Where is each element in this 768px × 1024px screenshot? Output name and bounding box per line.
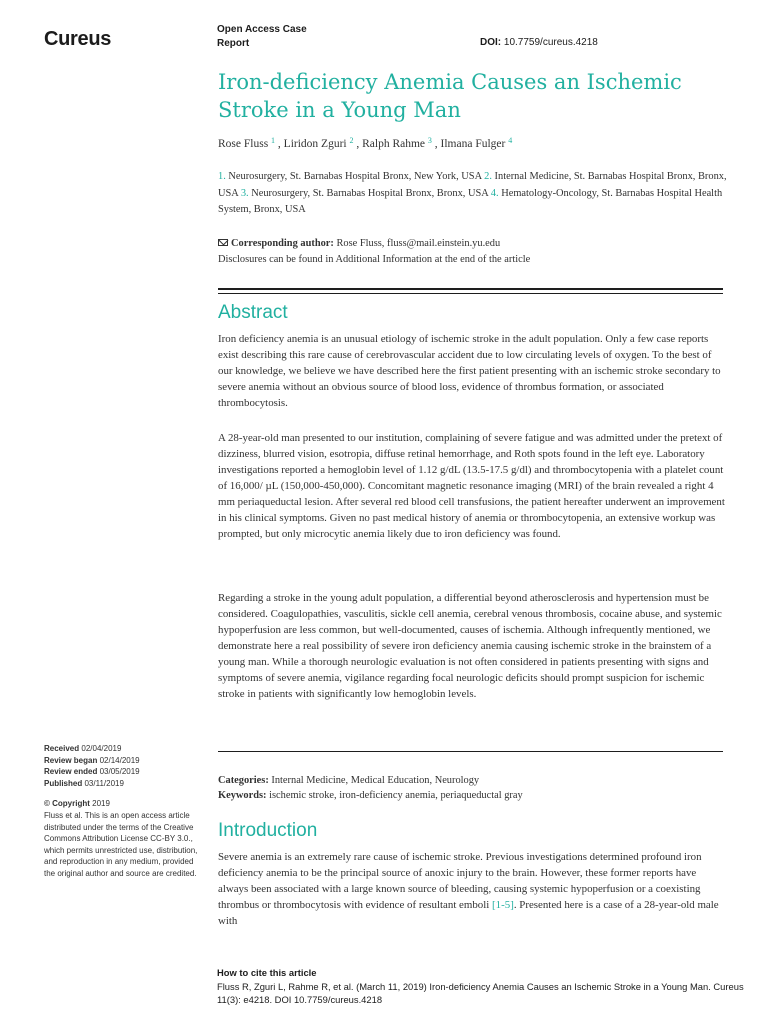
abstract-paragraph-3: Regarding a stroke in the young adult population, a differential beyond atherosclerosis and hypertension must be considered. Coagulopathies, vasculitis, sickle cell anemia, cerebral venous thrombosis, cocaine abuse, and systemic hypoperfusion are less common, but well-documented, causes of ischemia. Although infrequently mentioned, we demonstrate here a real possibility of severe iron deficiency anemia causing ischemic stroke in the brainstem of a young man. While a thorough neurologic evaluation is not often considered in patients presenting with signs and symptoms of severe anemia, vigilance regarding focal neurologic deficits should prompt suspicion for ischemic stroke in patients with significantly low hemoglobin levels. [218, 592, 722, 700]
keywords-value: ischemic stroke, iron-deficiency anemia, periaqueductal gray [269, 790, 523, 801]
affiliation-text: Neurosurgery, St. Barnabas Hospital Bronx, Bronx, USA [251, 187, 489, 199]
doi[interactable] [480, 37, 598, 48]
article-title: Iron-deficiency Anemia Causes an Ischemic Stroke in a Young Man [218, 70, 682, 122]
published-value: 03/11/2019 [84, 778, 124, 788]
author-affiliation-ref[interactable]: 3 [427, 136, 432, 145]
corresponding-author-block [218, 236, 728, 268]
author-affiliation-ref[interactable]: 1 [271, 136, 276, 145]
affiliation-number: 3. [240, 187, 249, 199]
review-began-value: 02/14/2019 [99, 755, 140, 765]
author-name[interactable]: Ralph Rahme [362, 138, 426, 150]
author-name[interactable]: Rose Fluss [218, 138, 269, 150]
corresponding-author-label: Corresponding author: [231, 238, 334, 249]
doi-label: DOI: [480, 37, 502, 48]
copyright-label: © Copyright [44, 799, 90, 809]
intro-text: Severe anemia is an extremely rare cause of ischemic stroke. Previous investigations determined profound iron deficiency anemia to be the principal source of anoxic injury to the brain. However, these former reports have always been associated with a large known source of bleeding, causing systemic hypoperfusion or a coexisting thrombus or thrombocytosis with evidence of resultant emboli [218, 851, 702, 911]
review-ended-value: 03/05/2019 [99, 767, 140, 777]
affiliation-number: 4. [490, 187, 499, 199]
review-ended-label: Review ended [44, 767, 98, 777]
corresponding-author [218, 236, 728, 252]
review-began-date [44, 755, 204, 767]
abstract-heading: Abstract [218, 302, 288, 323]
keywords [218, 788, 728, 803]
doi-value[interactable]: 10.7759/cureus.4218 [503, 37, 598, 48]
envelope-icon [218, 239, 228, 246]
article-type [217, 23, 337, 51]
keywords-label: Keywords: [218, 790, 267, 801]
article-type-line2: Report [217, 38, 250, 49]
citation-link[interactable]: [1-5] [492, 899, 514, 911]
corresponding-author-value[interactable]: Rose Fluss, fluss@mail.einstein.yu.edu [336, 238, 501, 249]
how-to-cite [217, 966, 747, 1007]
review-ended-date [44, 766, 204, 778]
affiliation-text: Hematology-Oncology, St. Barnabas Hospital Health System, Bronx, USA [218, 187, 723, 215]
section-divider [218, 751, 723, 752]
affiliation-number: 1. [218, 171, 226, 182]
author-name[interactable]: Liridon Zguri [283, 138, 347, 150]
review-began-label: Review began [44, 755, 98, 765]
introduction-paragraph-1 [218, 849, 726, 929]
intro-text: . Presented here is a case of a 28-year-old male with [218, 899, 719, 927]
how-to-cite-text: Fluss R, Zguri L, Rahme R, et al. (March 11, 2019) Iron-deficiency Anemia Causes an Ischemic Stroke in a Young Man. Cureus 11(3): e4218. DOI 10.7759/cureus.4218 [217, 980, 744, 1005]
article-history-sidebar [44, 743, 204, 880]
copyright-year: 2019 [92, 799, 110, 809]
author-affiliation-ref[interactable]: 2 [349, 136, 354, 145]
affiliation-number: 2. [484, 171, 492, 182]
author-list: Rose Fluss $^1$ , Liridon Zguri $^2$ , Ralph Rahme $^3$ , Ilmana Fulger $^4$ [218, 136, 513, 150]
published-label: Published [44, 778, 83, 788]
categories [218, 773, 728, 788]
author-affiliation-ref[interactable]: 4 [508, 136, 513, 145]
affiliation-text: Internal Medicine, St. Barnabas Hospital Bronx, Bronx, USA [218, 171, 727, 199]
journal-logo: Cureus [44, 28, 112, 50]
received-label: Received [44, 744, 80, 753]
introduction-heading: Introduction [218, 820, 318, 841]
published-date [44, 778, 204, 790]
license-text: Fluss et al. This is an open access article distributed under the terms of the Creative Commons Attribution License CC-BY 3.0., which permits unrestricted use, distribution, and reproduction in any medium, provided the original author and source are credited. [44, 810, 198, 878]
disclosures-note: Disclosures can be found in Additional Information at the end of the article [218, 254, 531, 265]
article-type-line1: Open Access Case [217, 24, 307, 35]
abstract-paragraph-2: A 28-year-old man presented to our institution, complaining of severe fatigue and was admitted under the pretext of dizziness, blurred vision, esotropia, diffuse retinal hemorrhage, and Roth spots found in the left eye. Laboratory investigations reported a hemoglobin level of 1.12 g/dL (13.5-17.5 g/dl) and thrombocytopenia with a platelet count of 16,000/ µL (150,000-450,000). Concomitant magnetic resonance imaging (MRI) of the brain revealed a right 4 mm periaqueductal lesion. After several red blood cell transfusions, the patient hereafter underwent an improvement in his clinical symptoms. Given no past medical history of anemia or thrombocytopenia, an extensive workup was prompted, but only microcytic anemia likely due to iron deficiency was found. [218, 432, 725, 540]
received-value: 02/04/2019 [81, 744, 122, 753]
author-name[interactable]: Ilmana Fulger [440, 138, 506, 150]
section-divider [218, 288, 723, 294]
received-date [44, 743, 204, 755]
affiliation-text: Neurosurgery, St. Barnabas Hospital Bronx, New York, USA [228, 171, 482, 182]
categories-keywords [218, 773, 728, 803]
abstract-paragraph-1: Iron deficiency anemia is an unusual etiology of ischemic stroke in the adult population. Only a few case reports exist describing this rare cause of cerebrovascular accident due to low circulating levels of oxygen. To the best of our knowledge, we believe we have described here the first patient presenting with an ischemic stroke secondary to severe anemia without an obvious source of blood loss, evidence of thrombus formation, or associated thrombocytosis. [218, 333, 721, 409]
categories-label: Categories: [218, 775, 269, 786]
how-to-cite-heading: How to cite this article [217, 967, 317, 978]
copyright [44, 798, 204, 810]
categories-value: Internal Medicine, Medical Education, Neurology [271, 775, 480, 786]
affiliations [218, 169, 728, 219]
